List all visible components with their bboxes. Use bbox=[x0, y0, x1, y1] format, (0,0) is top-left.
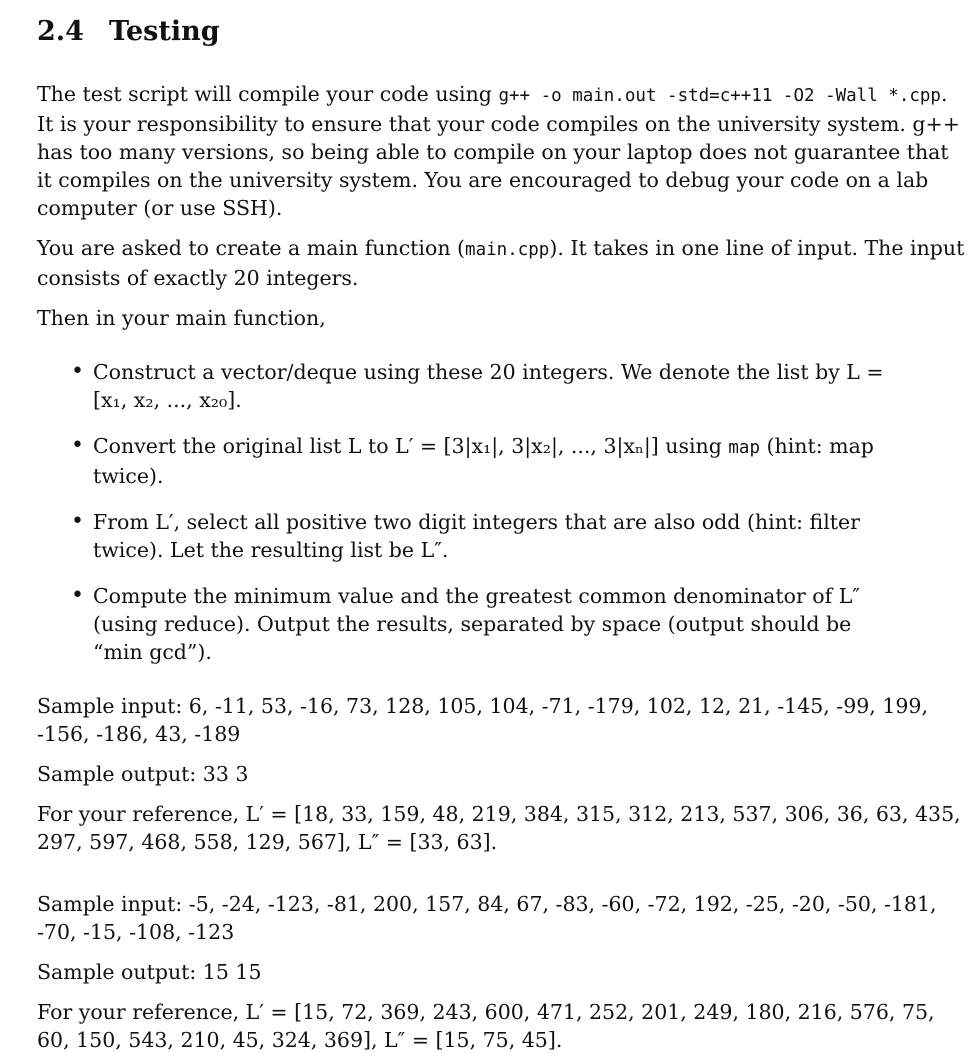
sample-block-1 bbox=[37, 692, 967, 856]
bullet-icon: • bbox=[71, 359, 84, 384]
bullet-icon: • bbox=[71, 583, 84, 608]
list-item bbox=[37, 582, 907, 666]
bullet-text-construct: Construct a vector/deque using these 20 integers. We denote the list by L = [x₁, x₂, ..., x₂₀]. bbox=[93, 360, 884, 412]
compile-text-1: The test script will compile your code using bbox=[37, 82, 499, 106]
sample-input-2: Sample input: -5, -24, -123, -81, 200, 157, 84, 67, -83, -60, -72, 192, -25, -20, -50, -181, -70, -15, -108, -123 bbox=[37, 892, 937, 944]
section-number: 2.4 bbox=[37, 16, 84, 47]
main-text-2: ). It takes in one line of input. The input consists of exactly 20 integers. bbox=[37, 236, 965, 290]
bullet-text-filter: From L′, select all positive two digit integers that are also odd (hint: filter twice). Let the resulting list be L″. bbox=[93, 510, 860, 562]
section-title: Testing bbox=[109, 16, 220, 47]
compile-text-2: . bbox=[940, 82, 948, 106]
bullet-icon: • bbox=[71, 433, 84, 458]
then-paragraph: Then in your main function, bbox=[37, 306, 326, 330]
sample-input-1: Sample input: 6, -11, 53, -16, 73, 128, 105, 104, -71, -179, 102, 12, 21, -145, -99, 199, -156, -186, 43, -189 bbox=[37, 694, 928, 746]
sample-output-2: Sample output: 15 15 bbox=[37, 960, 262, 984]
compile-paragraph bbox=[37, 80, 967, 222]
main-text-1: You are asked to create a main function ( bbox=[37, 236, 466, 260]
sample-reference-1: For your reference, L′ = [18, 33, 159, 48, 219, 384, 315, 312, 213, 537, 306, 36, 63, 435, 297, 597, 468, 558, 129, 567], L″ = [33, 63]. bbox=[37, 802, 961, 854]
sample-block-2 bbox=[37, 890, 967, 1054]
map-keyword: map bbox=[728, 438, 760, 458]
main-file-name: main.cpp bbox=[465, 240, 550, 260]
instruction-list bbox=[37, 358, 967, 666]
sample-reference-2: For your reference, L′ = [15, 72, 369, 243, 600, 471, 252, 201, 249, 180, 216, 576, 75, 60, 150, 543, 210, 45, 324, 369], L″ = [15, 75, 45]. bbox=[37, 1000, 935, 1052]
bullet-text-reduce: Compute the minimum value and the greatest common denominator of L″ (using reduce). Output the results, separated by space (output should be “min gcd”). bbox=[93, 584, 860, 664]
bullet-text-convert-hint: (hint: map twice). bbox=[93, 434, 874, 488]
document-page bbox=[37, 14, 967, 1054]
list-item bbox=[37, 432, 907, 490]
bullet-text-convert: Convert the original list L to L′ = [3|x₁|, 3|x₂|, ..., 3|xₙ|] using bbox=[93, 434, 729, 458]
list-item bbox=[37, 508, 907, 564]
compile-command: g++ -o main.out -std=c++11 -O2 -Wall *.cpp bbox=[498, 86, 941, 106]
list-item bbox=[37, 358, 907, 414]
compile-text-3: It is your responsibility to ensure that your code compiles on the university system. g++ has too many versions, so being able to compile on your laptop does not guarantee that it compiles on the university system. You are encouraged to debug your code on a lab computer (or use SSH). bbox=[37, 112, 960, 220]
main-function-paragraph bbox=[37, 234, 967, 292]
bullet-icon: • bbox=[71, 509, 84, 534]
section-heading bbox=[37, 14, 967, 50]
sample-output-1: Sample output: 33 3 bbox=[37, 762, 249, 786]
